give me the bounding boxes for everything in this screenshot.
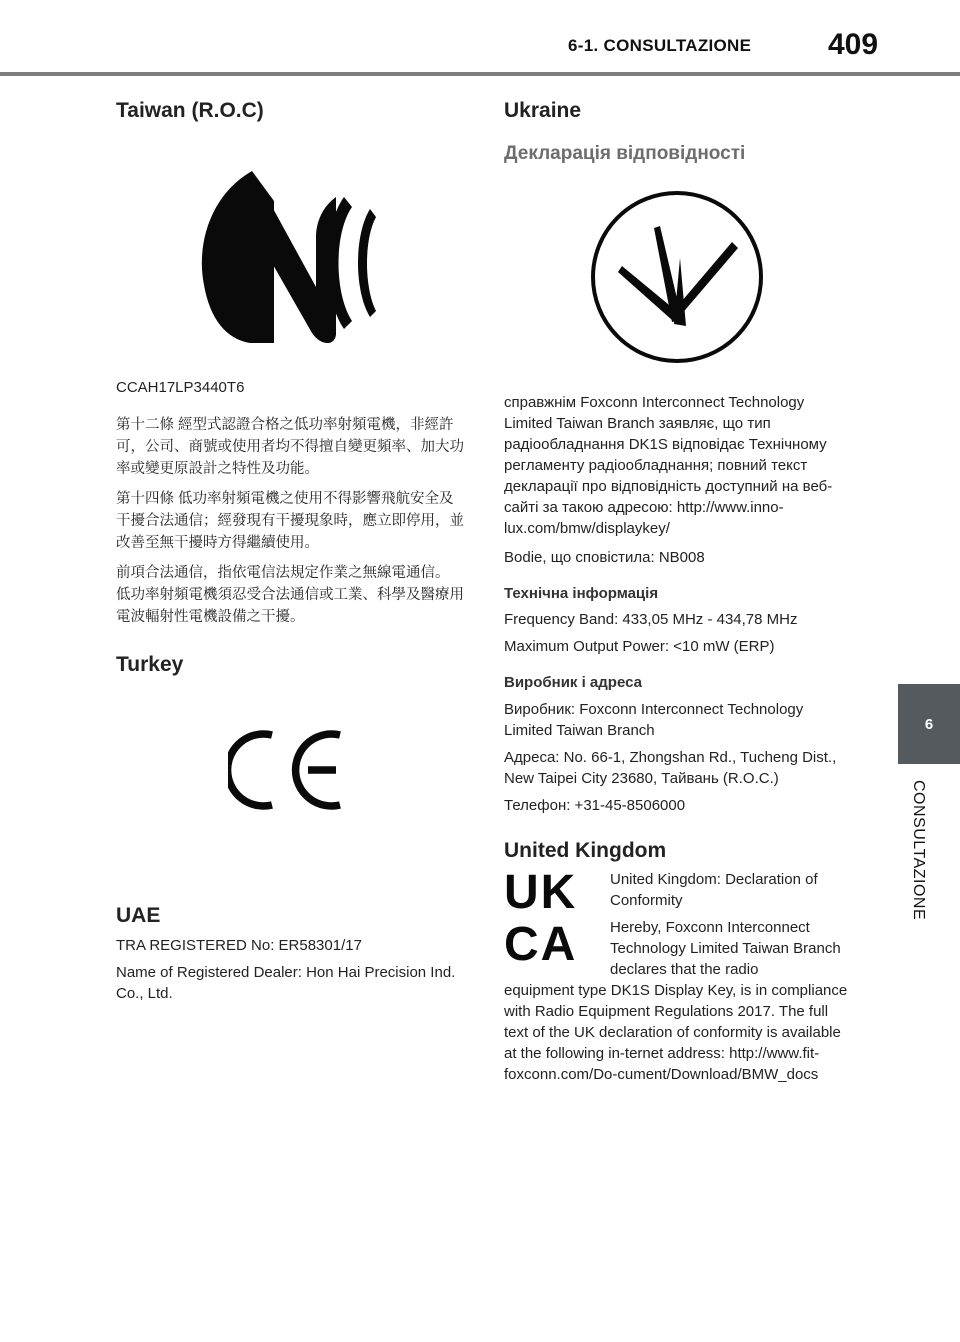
right-column [504, 96, 850, 1085]
uk-declaration-title: United Kingdom: Declaration of Conformity [610, 871, 818, 910]
ukraine-conformity-mark-icon [588, 188, 766, 366]
ukca-logo-top: UK [504, 866, 578, 920]
ukraine-frequency: Frequency Band: 433,05 MHz - 434,78 MHz [504, 611, 798, 629]
chapter-label [898, 780, 938, 960]
ukraine-tech-heading: Технічна інформація [504, 584, 659, 602]
ukca-logo [504, 866, 604, 972]
uk-block [504, 866, 850, 1085]
ukraine-heading: Ukraine [504, 99, 582, 122]
taiwan-code: CCAH17LP3440T6 [116, 379, 245, 397]
chapter-tab-number: 6 [924, 715, 934, 733]
ncc-logo-icon [194, 157, 394, 357]
left-column [116, 96, 466, 1004]
ukraine-notified-body: Bodie, що сповістила: NB008 [504, 548, 705, 566]
ce-mark-icon [228, 727, 348, 813]
ukraine-subheading: Декларація відповідності [504, 143, 746, 165]
uae-registered: TRA REGISTERED No: ER58301/17 [116, 936, 362, 954]
ukraine-power: Maximum Output Power: <10 mW (ERP) [504, 638, 775, 656]
page-number: 409 [828, 28, 879, 61]
ukraine-maker: Виробник: Foxconn Interconnect Technology Limited Taiwan Branch [504, 700, 804, 739]
ukraine-declaration: справжнім Foxconn Interconnect Technology Limited Taiwan Branch заявляє, що тип радіообладнання DK1S відповідає Технічному регламенту радіообладнання; повний текст декларації про відповідність доступний на веб-сайті за такою адресою: http://www.inno-lux.com/bmw/displaykey/ [504, 393, 833, 537]
turkey-heading: Turkey [116, 653, 184, 677]
header-rule [0, 72, 960, 76]
chapter-tab[interactable] [898, 684, 960, 764]
ukraine-phone: Телефон: +31-45-8506000 [504, 796, 686, 814]
uae-dealer: Name of Registered Dealer: Hon Hai Precision Ind. Co., Ltd. [116, 963, 456, 1002]
ukraine-address: Адреса: No. 66-1, Zhongshan Rd., Tucheng Dist., New Taipei City 23680, Тайвань (R.O.C.) [504, 748, 837, 787]
ukca-logo-bottom: CA [504, 918, 578, 972]
uk-heading: United Kingdom [504, 838, 667, 862]
taiwan-para-2: 第十四條 低功率射頻電機之使用不得影響飛航安全及干擾合法通信；經發現有干擾現象時，應立即停用，並改善至無干擾時方得繼續使用。 [116, 491, 464, 552]
taiwan-para-3: 前項合法通信，指依電信法規定作業之無線電通信。 低功率射頻電機須忍受合法通信或工業、科學及醫療用電波輻射性電機設備之干擾。 [116, 565, 464, 626]
uae-heading: UAE [116, 904, 161, 928]
uk-declaration-text-a: Hereby, Foxconn Interconnect Technology Limited Taiwan Branch declares that the radio [610, 919, 841, 979]
uk-declaration-text-b: equipment type DK1S Display Key, is in compliance with Radio Equipment Regulations 2017. The full text of the UK declaration of conformity is available at the following in-ternet address: http://www.fit-foxconn.com/Do-cument/Download/BMW_docs [504, 982, 848, 1084]
chapter-label-text: CONSULTAZIONE [910, 780, 927, 921]
ukraine-maker-heading: Виробник і адреса [504, 674, 642, 692]
taiwan-heading: Taiwan (R.O.C) [116, 99, 264, 122]
taiwan-para-1: 第十二條 經型式認證合格之低功率射頻電機，非經許可，公司、商號或使用者均不得擅自變更頻率、加大功率或變更原設計之特性及功能。 [116, 417, 464, 478]
section-title: 6-1. CONSULTAZIONE [568, 36, 752, 55]
